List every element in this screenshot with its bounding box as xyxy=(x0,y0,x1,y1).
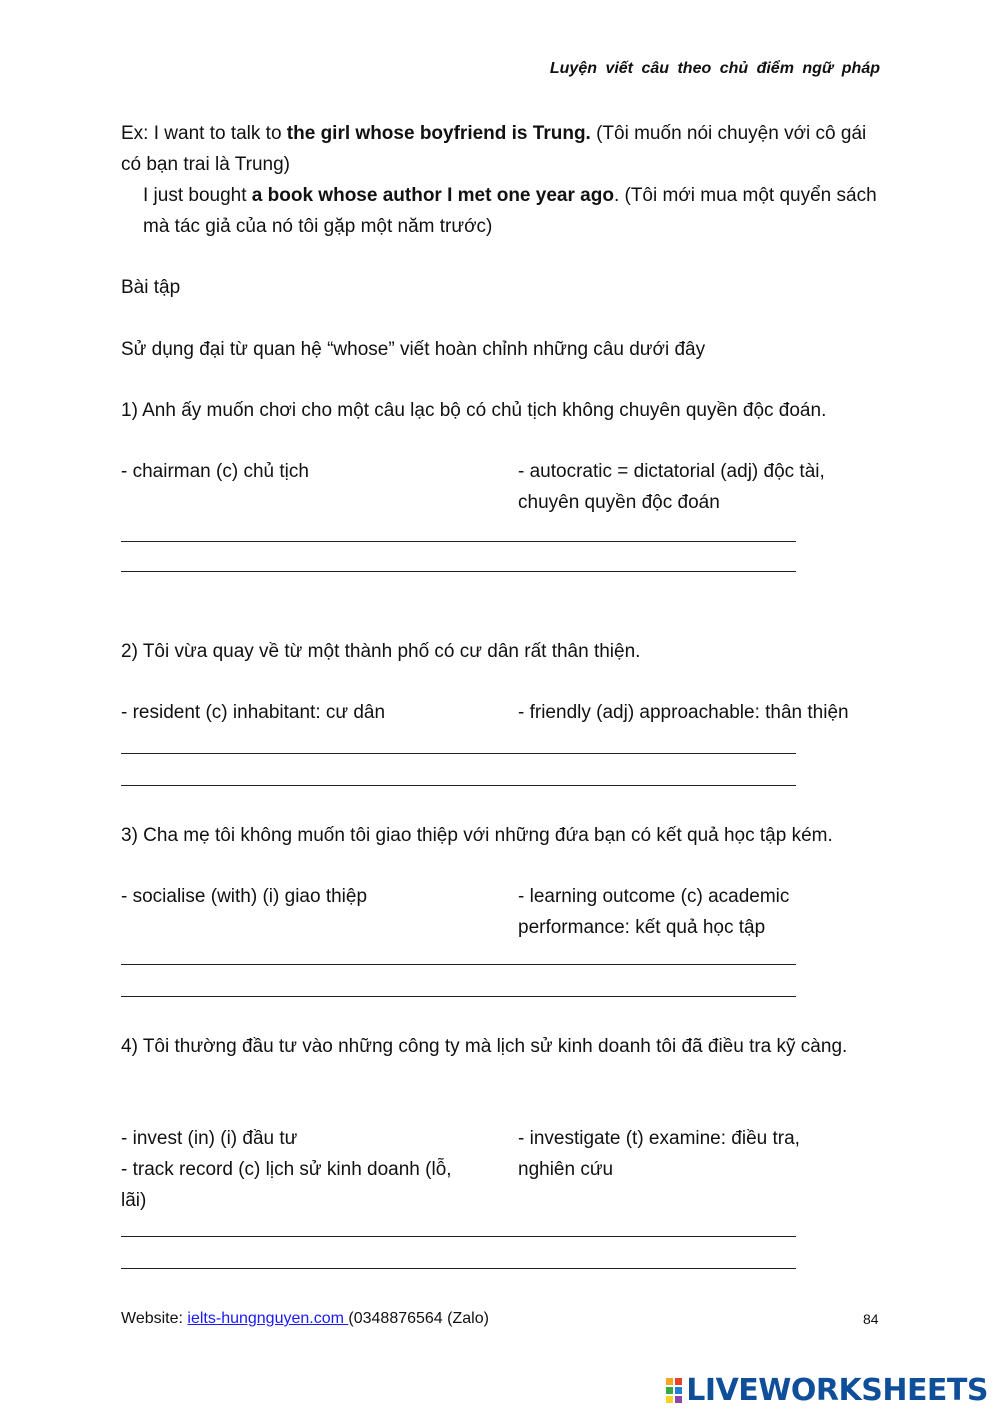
exercise-1-vocab-right xyxy=(518,456,878,518)
example-2 xyxy=(121,180,883,242)
exercise-3-prompt: 3) Cha mẹ tôi không muốn tôi giao thiệp với những đứa bạn có kết quả học tập kém. xyxy=(121,825,833,846)
instruction-text: Sử dụng đại từ quan hệ “whose” viết hoàn chỉnh những câu dưới đây xyxy=(121,339,706,360)
answer-line-2b[interactable] xyxy=(121,785,796,786)
example-1 xyxy=(121,118,881,180)
footer-label: Website: xyxy=(121,1310,188,1327)
answer-line-3b[interactable] xyxy=(121,996,796,997)
example-2-rest: . (Tôi mới mua một quyển sách mà tác giả của nó tôi gặp một năm trước) xyxy=(143,185,877,237)
logo-square xyxy=(666,1396,673,1403)
vocab-item: - autocratic = dictatorial (adj) độc tài, chuyên quyền độc đoán xyxy=(518,461,825,513)
exercise-2-vocab-left xyxy=(121,697,491,728)
liveworksheets-logo-icon xyxy=(666,1378,682,1403)
liveworksheets-brand[interactable] xyxy=(666,1372,988,1408)
page-header-title: Luyện viết câu theo chủ điểm ngữ pháp xyxy=(549,60,880,77)
logo-square xyxy=(675,1378,682,1385)
vocab-item: - socialise (with) (i) giao thiệp xyxy=(121,886,368,907)
example-2-prefix: I just bought xyxy=(143,185,252,206)
answer-line-3a[interactable] xyxy=(121,964,796,965)
vocab-item: - resident (c) inhabitant: cư dân xyxy=(121,702,386,723)
answer-line-1b[interactable] xyxy=(121,571,796,572)
footer-contact: (0348876564 (Zalo) xyxy=(348,1310,489,1327)
exercise-3-vocab-left xyxy=(121,881,491,912)
brand-name: LIVEWORKSHEETS xyxy=(686,1372,988,1408)
exercise-2-prompt: 2) Tôi vừa quay về từ một thành phố có cư dân rất thân thiện. xyxy=(121,641,641,662)
example-1-rest: (Tôi muốn nói chuyện với cô gái có bạn trai là Trung) xyxy=(121,123,867,175)
example-2-bold: a book whose author I met one year ago xyxy=(251,185,614,206)
vocab-item: - invest (in) (i) đầu tư xyxy=(121,1128,298,1149)
vocab-item: - chairman (c) chủ tịch xyxy=(121,461,309,482)
vocab-item: - friendly (adj) approachable: thân thiện xyxy=(518,702,849,723)
answer-line-4a[interactable] xyxy=(121,1236,796,1237)
vocab-item: - investigate (t) examine: điều tra, nghiên cứu xyxy=(518,1128,800,1180)
logo-square xyxy=(666,1387,673,1394)
exercise-3-vocab-right xyxy=(518,881,838,943)
exercise-2-vocab-right xyxy=(518,697,878,728)
logo-square xyxy=(666,1378,673,1385)
vocab-item: - learning outcome (c) academic performance: kết quả học tập xyxy=(518,886,790,938)
example-1-prefix: Ex: I want to talk to xyxy=(121,123,287,144)
exercise-4-vocab-left xyxy=(121,1123,481,1216)
website-link[interactable]: ielts-hungnguyen.com xyxy=(187,1310,349,1327)
logo-square xyxy=(675,1387,682,1394)
exercise-1-prompt: 1) Anh ấy muốn chơi cho một câu lạc bộ có chủ tịch không chuyên quyền độc đoán. xyxy=(121,400,827,421)
vocab-item: - track record (c) lịch sử kinh doanh (lỗ, lãi) xyxy=(121,1159,452,1211)
exercise-1-vocab-left xyxy=(121,456,491,487)
exercise-4-vocab-right xyxy=(518,1123,838,1185)
answer-line-1a[interactable] xyxy=(121,541,796,542)
page-number: 84 xyxy=(863,1311,879,1327)
answer-line-2a[interactable] xyxy=(121,753,796,754)
footer xyxy=(121,1310,489,1328)
logo-square xyxy=(675,1396,682,1403)
section-title: Bài tập xyxy=(121,277,181,298)
exercise-4-prompt: 4) Tôi thường đầu tư vào những công ty mà lịch sử kinh doanh tôi đã điều tra kỹ càng. xyxy=(121,1036,848,1057)
example-1-bold: the girl whose boyfriend is Trung. xyxy=(286,123,591,144)
answer-line-4b[interactable] xyxy=(121,1268,796,1269)
